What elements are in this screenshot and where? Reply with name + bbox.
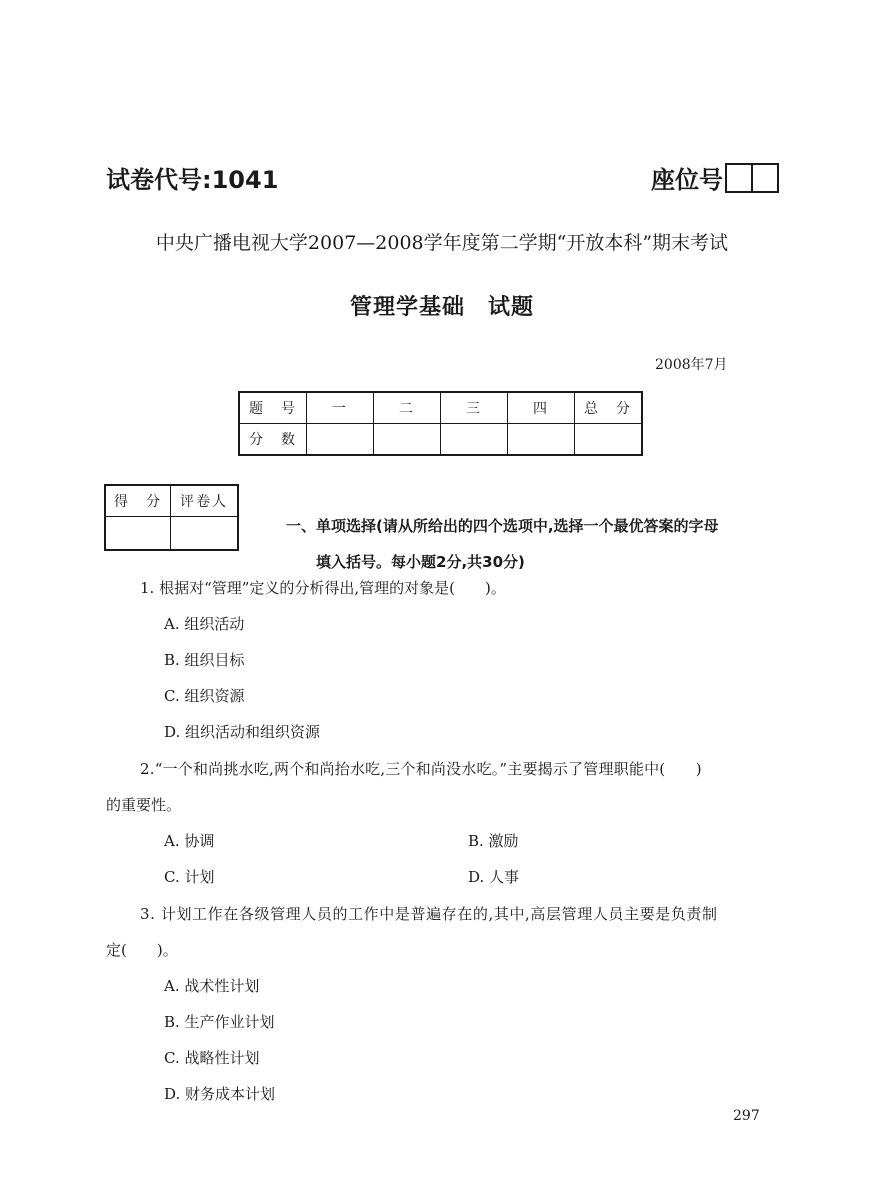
score-table-cell: 二: [374, 392, 441, 424]
page-number: 297: [733, 1108, 760, 1124]
question-1-text: 1. 根据对“管理”定义的分析得出,管理的对象是( )。: [140, 579, 506, 597]
question-1-option-d: D. 组织活动和组织资源: [164, 723, 321, 741]
grader-table-header-row: [105, 485, 238, 517]
score-table-cell: 总 分: [575, 392, 643, 424]
question-1-option-b: B. 组织目标: [164, 651, 245, 669]
question-3-option-d: D. 财务成本计划: [164, 1085, 276, 1103]
grader-table-cell: 得 分: [105, 485, 171, 517]
exam-title: 中央广播电视大学2007—2008学年度第二学期“开放本科”期末考试: [155, 232, 729, 254]
question-3-option-a: A. 战术性计划: [164, 977, 260, 995]
seat-box-1: [725, 163, 753, 193]
question-2-continuation: 的重要性。: [106, 796, 182, 814]
question-3-continuation: 定( )。: [106, 941, 178, 959]
score-table-cell: 一: [307, 392, 374, 424]
question-2-option-a: A. 协调: [164, 832, 215, 850]
grader-table-body-row: [105, 517, 238, 551]
grader-cell-empty: [105, 517, 171, 551]
score-table-cell: 三: [441, 392, 508, 424]
score-cell-empty: [508, 424, 575, 456]
section-heading-line: 一、单项选择(请从所给出的四个选项中,选择一个最优答案的字母: [286, 517, 719, 535]
score-cell-empty: [441, 424, 508, 456]
seat-box-2: [753, 163, 779, 193]
score-table-score-row: [239, 424, 642, 456]
seat-number-boxes: [725, 163, 779, 193]
question-3-option-b: B. 生产作业计划: [164, 1013, 275, 1031]
exam-date: 2008年7月: [655, 357, 728, 373]
score-cell-empty: [374, 424, 441, 456]
section-heading-line: 填入括号。每小题2分,共30分): [316, 553, 525, 571]
question-3-option-c: C. 战略性计划: [164, 1049, 260, 1067]
paper-code: 试卷代号:1041: [106, 166, 279, 194]
score-table-cell: 分 数: [239, 424, 307, 456]
question-1-option-c: C. 组织资源: [164, 687, 245, 705]
score-table-header-row: [239, 392, 642, 424]
question-2-option-c: C. 计划: [164, 868, 215, 886]
section-heading: [286, 508, 719, 580]
score-table-cell: 题 号: [239, 392, 307, 424]
question-2-option-d: D. 人事: [468, 868, 520, 886]
score-table: [238, 391, 643, 456]
score-table-cell: 四: [508, 392, 575, 424]
question-1-option-a: A. 组织活动: [164, 615, 245, 633]
question-3-text: 3. 计划工作在各级管理人员的工作中是普遍存在的,其中,高层管理人员主要是负责制: [140, 905, 718, 923]
question-2-option-b: B. 激励: [468, 832, 519, 850]
grader-cell-empty: [171, 517, 239, 551]
seat-number: [651, 160, 779, 195]
score-cell-empty: [575, 424, 643, 456]
seat-label: 座位号: [651, 166, 723, 194]
grader-table: [104, 484, 239, 551]
grader-table-cell: 评卷人: [171, 485, 239, 517]
subject-title: 管理学基础 试题: [349, 295, 534, 320]
score-cell-empty: [307, 424, 374, 456]
question-2-text: 2.“一个和尚挑水吃,两个和尚抬水吃,三个和尚没水吃。”主要揭示了管理职能中( ): [140, 760, 702, 778]
